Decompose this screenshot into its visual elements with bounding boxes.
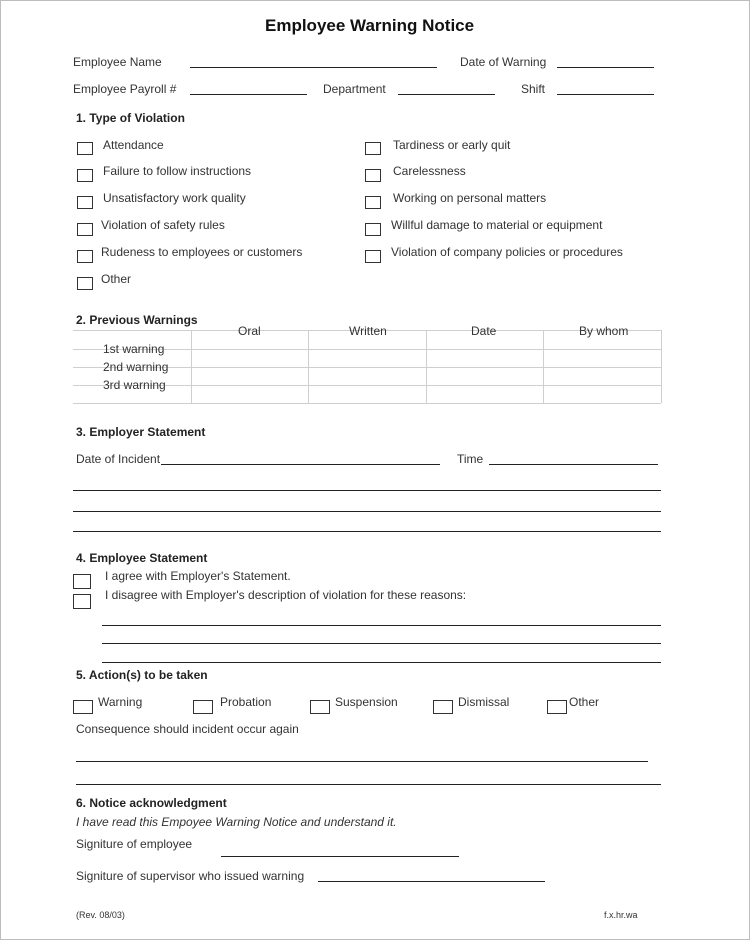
source-label: f.x.hr.wa xyxy=(604,910,638,920)
table-grid-line xyxy=(73,403,661,404)
checkbox-failure-to-follow[interactable] xyxy=(77,169,93,182)
label-rudeness: Rudeness to employees or customers xyxy=(101,245,303,259)
time-label: Time xyxy=(457,452,484,466)
checkbox-carelessness[interactable] xyxy=(365,169,381,182)
table-grid-line xyxy=(308,330,309,403)
shift-label: Shift xyxy=(521,82,546,96)
checkbox-tardiness[interactable] xyxy=(365,142,381,155)
consequence-line[interactable] xyxy=(76,784,661,785)
checkbox-disagree[interactable] xyxy=(73,594,91,609)
violation-heading: 1. Type of Violation xyxy=(76,111,185,125)
checkbox-safety-rules[interactable] xyxy=(77,223,93,236)
employer-statement-line[interactable] xyxy=(73,511,661,512)
checkbox-other-violation[interactable] xyxy=(77,277,93,290)
label-agree: I agree with Employer's Statement. xyxy=(105,569,291,583)
column-header: Oral xyxy=(238,324,261,338)
supervisor-signature-label: Signiture of supervisor who issued warning xyxy=(76,869,305,883)
employer-statement-line[interactable] xyxy=(73,490,661,491)
employee-statement-heading: 4. Employee Statement xyxy=(76,551,208,565)
label-probation: Probation xyxy=(220,695,272,709)
label-personal-matters: Working on personal matters xyxy=(393,191,547,205)
acknowledgment-statement: I have read this Empoyee Warning Notice and understand it. xyxy=(76,815,397,829)
consequence-label: Consequence should incident occur again xyxy=(76,722,299,736)
page-title: Employee Warning Notice xyxy=(265,16,475,35)
label-attendance: Attendance xyxy=(103,138,164,152)
checkbox-company-policies[interactable] xyxy=(365,250,381,263)
previous-warnings-table xyxy=(73,324,661,403)
checkbox-agree[interactable] xyxy=(73,574,91,589)
label-other-violation: Other xyxy=(101,272,132,286)
table-grid-line xyxy=(191,330,192,403)
label-tardiness: Tardiness or early quit xyxy=(393,138,511,152)
employer-statement-heading: 3. Employer Statement xyxy=(76,425,206,439)
label-carelessness: Carelessness xyxy=(393,164,466,178)
checkbox-suspension[interactable] xyxy=(310,700,330,714)
checkbox-warning[interactable] xyxy=(73,700,93,714)
label-willful-damage: Willful damage to material or equipment xyxy=(391,218,603,232)
employee-name-label: Employee Name xyxy=(73,55,162,69)
row-label: 3rd warning xyxy=(103,378,166,392)
label-company-policies: Violation of company policies or procedures xyxy=(391,245,623,259)
consequence-line[interactable] xyxy=(76,761,648,762)
label-dismissal: Dismissal xyxy=(458,695,510,709)
label-disagree: I disagree with Employer's description of violation for these reasons: xyxy=(105,588,467,602)
label-unsatisfactory-quality: Unsatisfactory work quality xyxy=(103,191,246,205)
table-grid-line xyxy=(661,330,662,403)
checkbox-other-action[interactable] xyxy=(547,700,567,714)
supervisor-signature-field[interactable] xyxy=(318,881,545,882)
date-of-warning-field[interactable] xyxy=(557,67,654,68)
employee-name-field[interactable] xyxy=(190,67,437,68)
employee-payroll-field[interactable] xyxy=(190,94,307,95)
label-safety-rules: Violation of safety rules xyxy=(101,218,225,232)
employee-payroll-label: Employee Payroll # xyxy=(73,82,177,96)
table-grid-line xyxy=(543,330,544,403)
previous-warnings-heading: 2. Previous Warnings xyxy=(76,313,198,327)
checkbox-personal-matters[interactable] xyxy=(365,196,381,209)
label-other-action: Other xyxy=(569,695,600,709)
checkbox-attendance[interactable] xyxy=(77,142,93,155)
column-header: Date xyxy=(471,324,497,338)
checkbox-dismissal[interactable] xyxy=(433,700,453,714)
employee-signature-label: Signiture of employee xyxy=(76,837,193,851)
date-of-incident-label: Date of Incident xyxy=(76,452,161,466)
column-header: Written xyxy=(349,324,387,338)
label-suspension: Suspension xyxy=(335,695,398,709)
column-header: By whom xyxy=(579,324,629,338)
acknowledgment-heading: 6. Notice acknowledgment xyxy=(76,796,227,810)
time-field[interactable] xyxy=(489,464,658,465)
row-label: 2nd warning xyxy=(103,360,169,374)
employee-signature-field[interactable] xyxy=(221,856,459,857)
department-label: Department xyxy=(323,82,386,96)
date-of-incident-field[interactable] xyxy=(161,464,440,465)
checkbox-willful-damage[interactable] xyxy=(365,223,381,236)
employee-reason-line[interactable] xyxy=(102,662,661,663)
shift-field[interactable] xyxy=(557,94,654,95)
checkbox-rudeness[interactable] xyxy=(77,250,93,263)
revision-label: (Rev. 08/03) xyxy=(76,910,125,920)
table-grid-line xyxy=(426,330,427,403)
checkbox-probation[interactable] xyxy=(193,700,213,714)
checkbox-unsatisfactory-quality[interactable] xyxy=(77,196,93,209)
label-warning: Warning xyxy=(98,695,143,709)
department-field[interactable] xyxy=(398,94,495,95)
label-failure-to-follow: Failure to follow instructions xyxy=(103,164,252,178)
date-of-warning-label: Date of Warning xyxy=(460,55,547,69)
employee-reason-line[interactable] xyxy=(102,625,661,626)
row-label: 1st warning xyxy=(103,342,165,356)
employee-reason-line[interactable] xyxy=(102,643,661,644)
actions-heading: 5. Action(s) to be taken xyxy=(76,668,208,682)
employer-statement-line[interactable] xyxy=(73,531,661,532)
